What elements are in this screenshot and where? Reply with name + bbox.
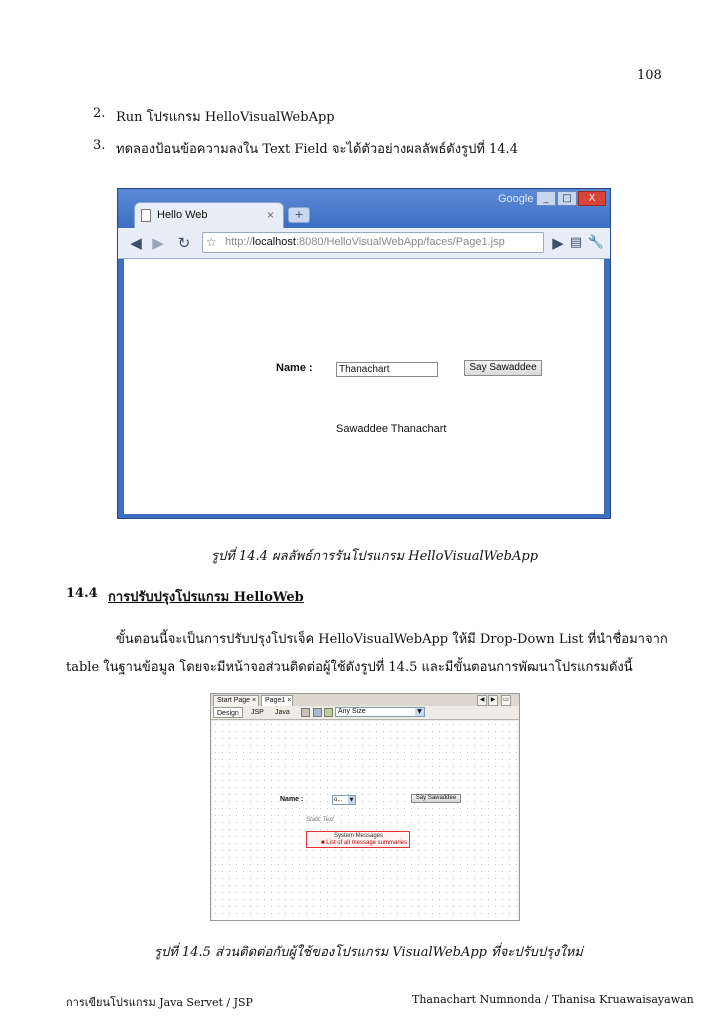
close-icon[interactable]: ×: [287, 697, 292, 704]
chevron-down-icon: ▼: [415, 708, 424, 716]
figure-caption-14-4: รูปที่ 14.4 ผลลัพธ์การรันโปรแกรม HelloVisualWebApp: [211, 549, 539, 564]
paragraph-line-2: table ในฐานข้อมูล โดยจะมีหน้าจอส่วนติดต่อผู้ใช้ดังรูปที่ 14.5 และมีขั้นตอนการพัฒนาโปรแกรมดังนี้: [66, 660, 633, 675]
name-label: Name :: [280, 796, 304, 803]
forward-icon[interactable]: ▶: [152, 234, 164, 252]
bullet-icon: ■: [321, 840, 325, 846]
restore-icon[interactable]: ▭: [501, 695, 511, 706]
preview-icon[interactable]: [313, 708, 322, 717]
name-text-field[interactable]: Thanachart: [336, 362, 438, 377]
tab-java[interactable]: Java: [275, 709, 290, 716]
messages-item: List of all message summaries: [326, 840, 407, 846]
ide-file-tabs: [211, 694, 519, 706]
tab-design[interactable]: Design: [213, 707, 243, 718]
section-number: 14.4: [66, 586, 98, 601]
tab-jsp[interactable]: JSP: [251, 709, 264, 716]
tab-start-page[interactable]: Start Page ×: [213, 695, 259, 706]
scroll-right-icon[interactable]: ▶: [488, 695, 498, 706]
tab-page1[interactable]: Page1 ×: [261, 695, 293, 706]
step-2-text: Run โปรแกรม HelloVisualWebApp: [116, 110, 335, 125]
url-prefix: http://: [225, 236, 253, 248]
wrench-icon[interactable]: 🔧: [587, 235, 605, 250]
new-tab-button[interactable]: +: [288, 207, 310, 223]
browser-viewport: [124, 259, 604, 514]
browser-tab[interactable]: [134, 202, 284, 228]
paragraph-line-1: ขั้นตอนนี้จะเป็นการปรับปรุงโปรเจ็ค HelloVisualWebApp ให้มี Drop-Down List ที่นำชื่อมาจาก: [116, 632, 668, 647]
close-icon[interactable]: ×: [252, 697, 257, 704]
messages-title: System Messages: [334, 833, 384, 839]
refresh-icon[interactable]: [324, 708, 333, 717]
browser-screenshot: [117, 188, 611, 519]
step-3-number: 3.: [93, 138, 106, 153]
step-3-text: ทดลองป้อนข้อความลงใน Text Field จะได้ตัวอย่างผลลัพธ์ดังรูปที่ 14.4: [116, 142, 518, 157]
ide-screenshot: [210, 693, 520, 921]
browser-brand: Google: [498, 193, 534, 205]
ide-view-toolbar: [211, 706, 519, 720]
minimize-button[interactable]: _: [536, 191, 556, 206]
grid-icon[interactable]: [301, 708, 310, 717]
say-sawaddee-button[interactable]: Say Sawaddee: [411, 794, 461, 803]
chevron-down-icon: ▼: [349, 797, 354, 803]
footer-left: การเขียนโปรแกรม Java Servet / JSP: [66, 996, 253, 1009]
step-2-number: 2.: [93, 106, 106, 121]
scroll-left-icon[interactable]: ◀: [477, 695, 487, 706]
url-path: :8080/HelloVisualWebApp/faces/Page1.jsp: [295, 236, 505, 248]
page-menu-icon[interactable]: ▤: [569, 235, 583, 250]
name-dropdown[interactable]: o... ▼: [332, 795, 356, 805]
url-host: localhost: [252, 236, 296, 248]
reload-icon[interactable]: ↻: [177, 234, 191, 252]
section-title: การปรับปรุงโปรแกรม HelloWeb: [108, 590, 304, 605]
say-sawaddee-button[interactable]: Say Sawaddee: [464, 360, 542, 376]
close-icon[interactable]: ×: [267, 208, 275, 222]
name-label: Name :: [276, 362, 313, 374]
static-text[interactable]: Static Text: [306, 817, 334, 823]
browser-titlebar: [118, 189, 610, 229]
address-bar[interactable]: [202, 232, 544, 253]
maximize-button[interactable]: □: [557, 191, 577, 206]
output-text: Sawaddee Thanachart: [336, 423, 447, 435]
tab-title: Hello Web: [157, 209, 208, 221]
play-icon[interactable]: ▶: [552, 234, 564, 252]
window-close-button[interactable]: X: [578, 191, 606, 206]
footer-right: Thanachart Numnonda / Thanisa Kruawaisayawan: [412, 993, 694, 1006]
page-number: 108: [637, 68, 662, 83]
page-icon: [141, 209, 151, 222]
star-icon[interactable]: ☆: [206, 235, 217, 249]
size-select[interactable]: Any Size ▼: [335, 707, 425, 717]
figure-caption-14-5: รูปที่ 14.5 ส่วนติดต่อกับผู้ใช้ของโปรแกรม VisualWebApp ที่จะปรับปรุงใหม่: [154, 945, 583, 960]
browser-toolbar: [118, 228, 610, 259]
design-canvas[interactable]: [212, 721, 518, 920]
back-icon[interactable]: ◀: [130, 234, 142, 252]
system-messages-box[interactable]: [306, 831, 410, 848]
